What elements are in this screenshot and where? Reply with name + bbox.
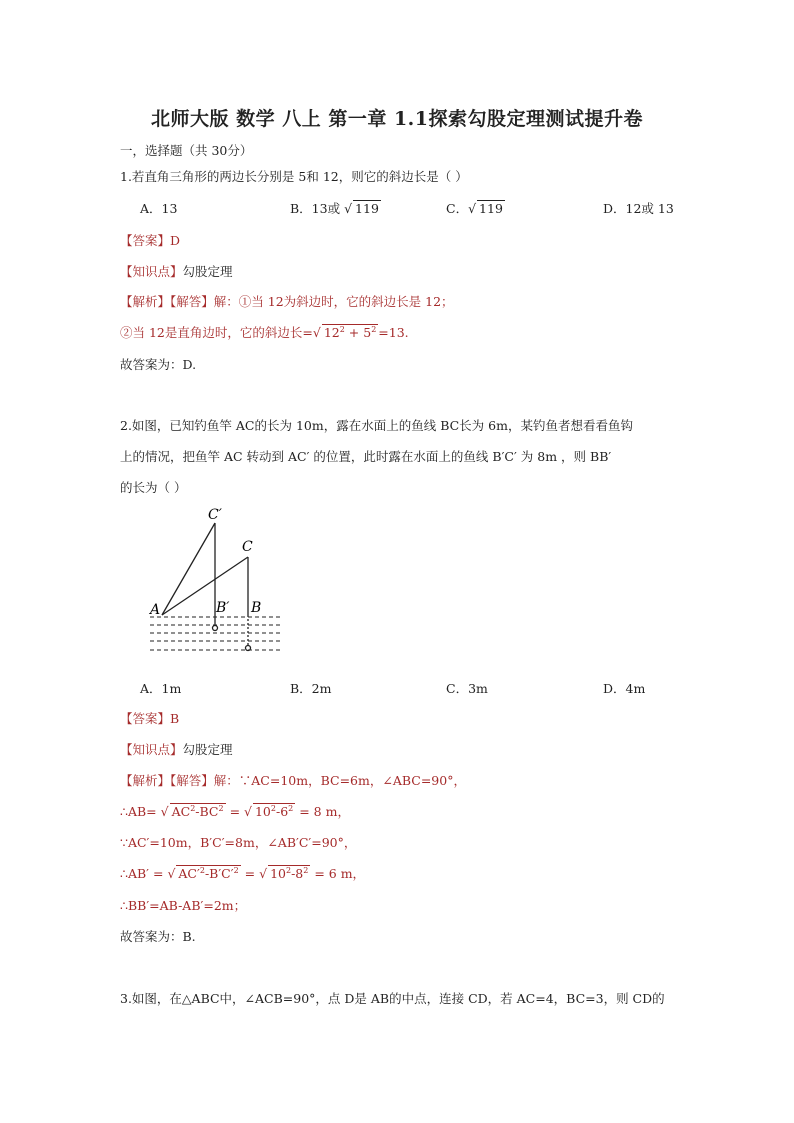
q2-conclusion: 故答案为：B. [120, 929, 196, 944]
q1-option-c-radicand: 119 [479, 201, 503, 216]
hook-b-prime [213, 626, 218, 631]
q2-option-c: C．3m [446, 681, 488, 696]
section-heading: 一，选择题（共 30分） [120, 143, 253, 158]
q1-option-b-text: B．13或 [290, 201, 341, 216]
q1-option-b: B．13或 √ 119 [290, 201, 379, 216]
analysis-given-1: ∵AC=10m，BC=6m，∠ABC=90°， [238, 773, 466, 788]
analysis-label: 【解析】【解答】解： [120, 294, 239, 309]
kp-value: 勾股定理 [182, 742, 233, 757]
analysis2-post: =13. [378, 325, 409, 340]
q2-ab-calc: ∴AB= √ $AC^2-BC^2$ = √ $10^2-6^2 = 8$ m， [120, 804, 350, 819]
label-c: C [242, 539, 253, 555]
ab-mid: = [225, 804, 245, 819]
q1-option-d: D．12或 13 [603, 201, 674, 216]
analysis-label: 【解析】【解答】解： [120, 773, 239, 788]
q1-option-c: C．√ 119 [446, 201, 503, 216]
abp-rad1: AC′ [178, 866, 200, 881]
q1-conclusion: 故答案为：D. [120, 357, 197, 372]
rod-ac-prime [162, 523, 215, 615]
rod-ac [162, 557, 248, 615]
ab-pre: ∴AB= [120, 804, 161, 819]
q2-option-d: D．4m [603, 681, 646, 696]
q2-analysis [120, 771, 466, 789]
abp-rad2: 10 [270, 866, 286, 881]
abp-post: = 6 m， [310, 866, 366, 881]
kp-label: 【知识点】 [120, 264, 183, 279]
label-a: A [150, 602, 161, 618]
page-title: 北师大版 数学 八上 第一章 1.1探索勾股定理测试提升卷 [150, 108, 643, 130]
analysis-line-1: ①当 12为斜边时，它的斜边长是 12； [238, 294, 454, 309]
ab-rad2: 10 [254, 804, 271, 819]
q1-stem: 1.若直角三角形的两边长分别是 5和 12，则它的斜边长是（ ） [120, 169, 468, 184]
q2-stem-line-1: 2.如图，已知钓鱼竿 AC的长为 10m，露在水面上的鱼线 BC长为 6m，某钓鱼者想看看鱼钩 [120, 418, 633, 433]
q3-stem: 3.如图，在△ABC中，∠ACB=90°，点 D是 AB的中点，连接 CD，若 AC=4，BC=3，则 CD的 [120, 991, 665, 1006]
q2-knowledge-point [120, 740, 233, 758]
kp-label: 【知识点】 [120, 742, 183, 757]
q2-abp-calc: ∴AB′ = √ $AC'^2-B'C'^2$ = √ $10^2-8^2 = 6$ m， [120, 866, 366, 881]
q1-knowledge-point [120, 262, 233, 280]
ab-rad1: AC [171, 804, 191, 819]
abp-mid: = [240, 866, 260, 881]
answer-label: 【答案】 [120, 711, 171, 726]
q1-analysis-line-2: ②当 12是直角边时，它的斜边长=√ $12^2 + 5^2 =13$. [120, 325, 409, 340]
q1-option-c-text: C． [446, 201, 469, 216]
q2-given-2: ∵AC′=10m，B′C′=8m，∠AB′C′=90°， [120, 835, 357, 850]
q1-analysis [120, 292, 454, 310]
q2-option-a: A．1m [140, 681, 182, 696]
label-b-prime: B′ [216, 600, 230, 616]
abp-rad2b: -8 [291, 866, 304, 881]
abp-pre: ∴AB′ = [120, 866, 168, 881]
analysis2-pre: ②当 12是直角边时，它的斜边长= [120, 325, 313, 340]
ab-rad2b: -6 [275, 804, 289, 819]
answer-value: D [170, 233, 181, 248]
answer-value: B [170, 711, 180, 726]
q1-answer [120, 231, 180, 249]
radicand-a: 12 [323, 325, 340, 340]
q2-answer [120, 709, 179, 727]
q1-option-b-radicand: 119 [355, 201, 379, 216]
q2-stem-line-3: 的长为（ ） [120, 480, 187, 495]
ab-rad1b: -BC [195, 804, 219, 819]
radicand-b: + 5 [344, 325, 372, 340]
label-c-prime: C′ [208, 507, 222, 523]
q2-stem-line-2: 上的情况，把鱼竿 AC 转动到 AC′ 的位置，此时露在水面上的鱼线 B′C′ 为 8m ，则 BB′ [120, 449, 612, 464]
q2-option-b: B．2m [290, 681, 332, 696]
ab-post: = 8 m， [295, 804, 350, 819]
label-b: B [251, 600, 262, 616]
kp-value: 勾股定理 [182, 264, 233, 279]
q2-diagram [140, 505, 290, 660]
abp-rad1b: -B′C′ [204, 866, 234, 881]
q2-bb-calc: ∴BB′=AB-AB′=2m； [120, 898, 247, 913]
answer-label: 【答案】 [120, 233, 171, 248]
q1-option-a: A．13 [140, 201, 178, 216]
